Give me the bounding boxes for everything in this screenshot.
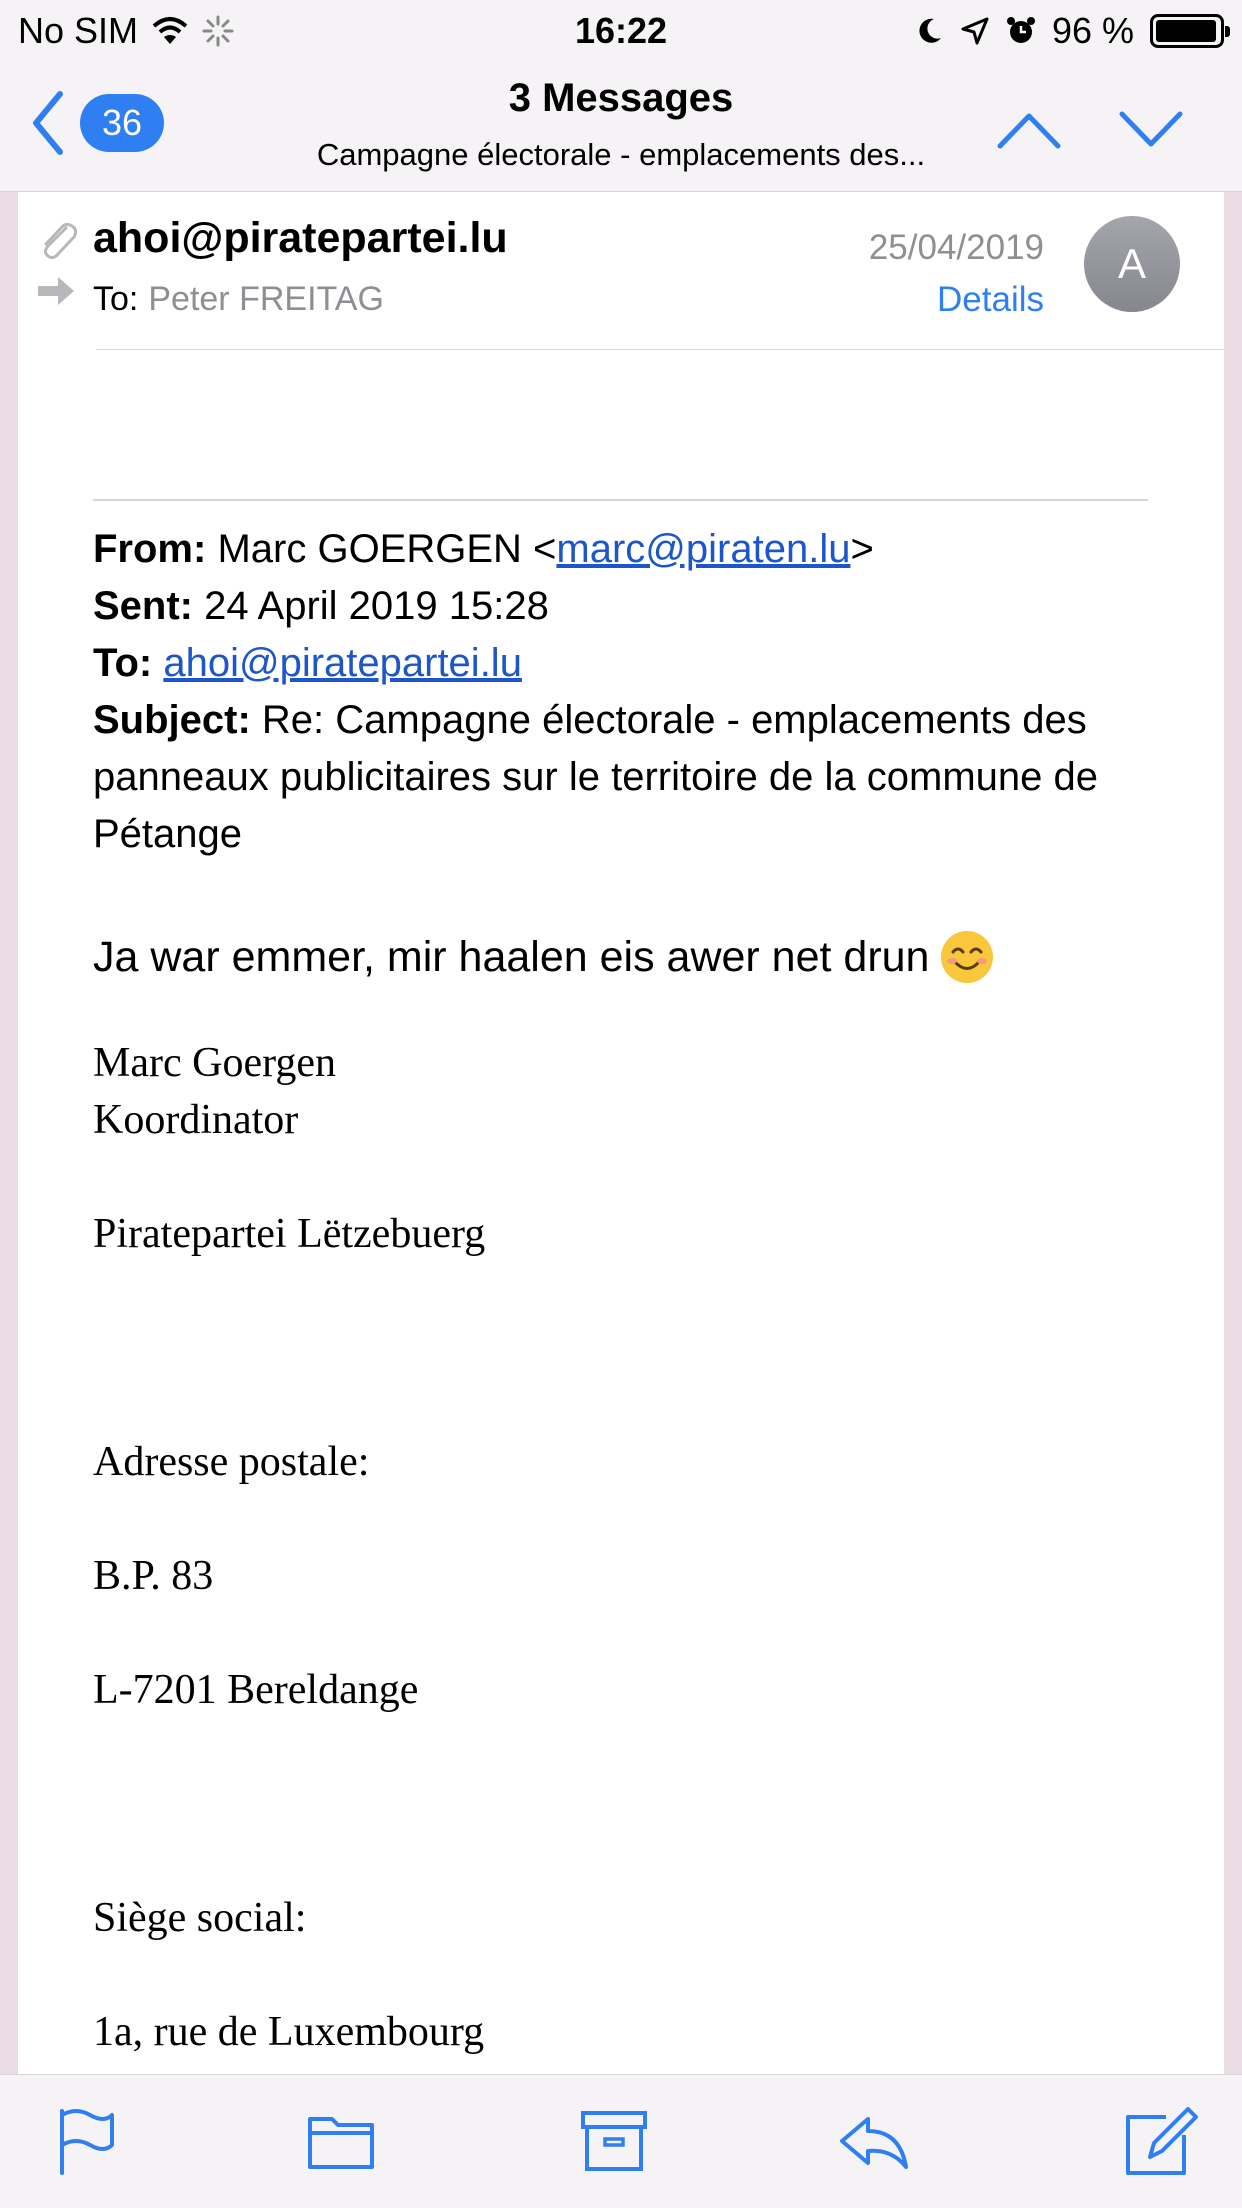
postal-address-label: Adresse postale: [93, 1439, 370, 1485]
signature-organization: Piratepartei Lëtzebuerg [93, 1211, 486, 1257]
registered-office-address: 1a, rue de Luxembourg [93, 2009, 485, 2055]
moon-icon [914, 16, 944, 46]
compose-button[interactable] [1120, 2101, 1200, 2181]
status-right [914, 10, 1224, 52]
subject-label: Subject: [93, 698, 251, 742]
recipient-name[interactable]: Peter FREITAG [148, 280, 384, 318]
avatar[interactable]: A [1084, 216, 1180, 312]
quoted-sent-line [93, 578, 1173, 635]
message-text: Ja war emmer, mir haalen eis awer net drun [93, 932, 930, 981]
archive-box-icon [575, 2101, 655, 2181]
from-label: From: [93, 527, 207, 571]
battery-percent: 96 % [1051, 10, 1134, 51]
forwarded-arrow-icon [36, 274, 80, 308]
alarm-icon [1006, 16, 1036, 46]
chevron-down-icon [1116, 100, 1186, 160]
message-date: 25/04/2019 [868, 228, 1044, 267]
folder-icon [302, 2101, 382, 2181]
move-to-folder-button[interactable] [302, 2101, 382, 2181]
reply-arrow-icon [834, 2101, 914, 2181]
thread-subject: Campagne électorale - emplacements des... [316, 137, 926, 172]
quoted-header [93, 521, 1173, 863]
header-divider [96, 349, 1224, 350]
compose-icon [1120, 2101, 1200, 2181]
navigation-bar [0, 62, 1242, 192]
signature-name: Marc Goergen [93, 1040, 336, 1086]
bottom-toolbar [0, 2074, 1242, 2208]
sender-address: ahoi@piratepartei.lu [93, 214, 508, 262]
from-email-link[interactable]: marc@piraten.lu [556, 527, 851, 571]
battery-icon [1150, 14, 1224, 48]
postal-box: B.P. 83 [93, 1553, 214, 1599]
clock: 16:22 [574, 10, 668, 51]
flag-button[interactable] [50, 2101, 130, 2181]
quoted-to-line [93, 635, 1173, 692]
sent-label: Sent: [93, 584, 193, 628]
from-close: > [850, 527, 874, 571]
quoted-subject-line [93, 692, 1173, 863]
archive-button[interactable] [575, 2101, 655, 2181]
status-bar [0, 0, 1242, 62]
details-link[interactable]: Details [937, 280, 1044, 319]
flag-icon [50, 2101, 130, 2181]
sent-value: 24 April 2019 15:28 [204, 584, 549, 628]
quote-divider [93, 499, 1148, 501]
unread-count-badge: 36 [80, 94, 164, 152]
quoted-from-line [93, 521, 1173, 578]
from-name: Marc GOERGEN < [217, 527, 557, 571]
recipient-line [93, 280, 384, 319]
message-text-line [93, 931, 1173, 983]
to-email-link[interactable]: ahoi@piratepartei.lu [163, 641, 522, 685]
message-card [18, 192, 1224, 2074]
registered-office-label: Siège social: [93, 1895, 307, 1941]
postal-city: L-7201 Bereldange [93, 1667, 419, 1713]
reply-button[interactable] [834, 2101, 914, 2181]
previous-message-button[interactable] [994, 100, 1064, 160]
page-title: 3 Messages [508, 76, 734, 120]
to-label: To: [93, 280, 139, 318]
location-icon [960, 16, 990, 46]
signature-role: Koordinator [93, 1097, 299, 1143]
chevron-up-icon [994, 100, 1064, 160]
message-body [93, 499, 1173, 2061]
subject-value: Re: Campagne électorale - emplacements des panneaux publicitaires sur le territoire de la commune de Pétange [93, 698, 1098, 856]
carrier-label: No SIM [18, 10, 139, 51]
message-status-icons [36, 218, 80, 308]
smiling-face-emoji-icon [941, 931, 993, 983]
quoted-to-label: To: [93, 641, 153, 685]
next-message-button[interactable] [1116, 100, 1186, 160]
paperclip-icon [36, 218, 80, 262]
